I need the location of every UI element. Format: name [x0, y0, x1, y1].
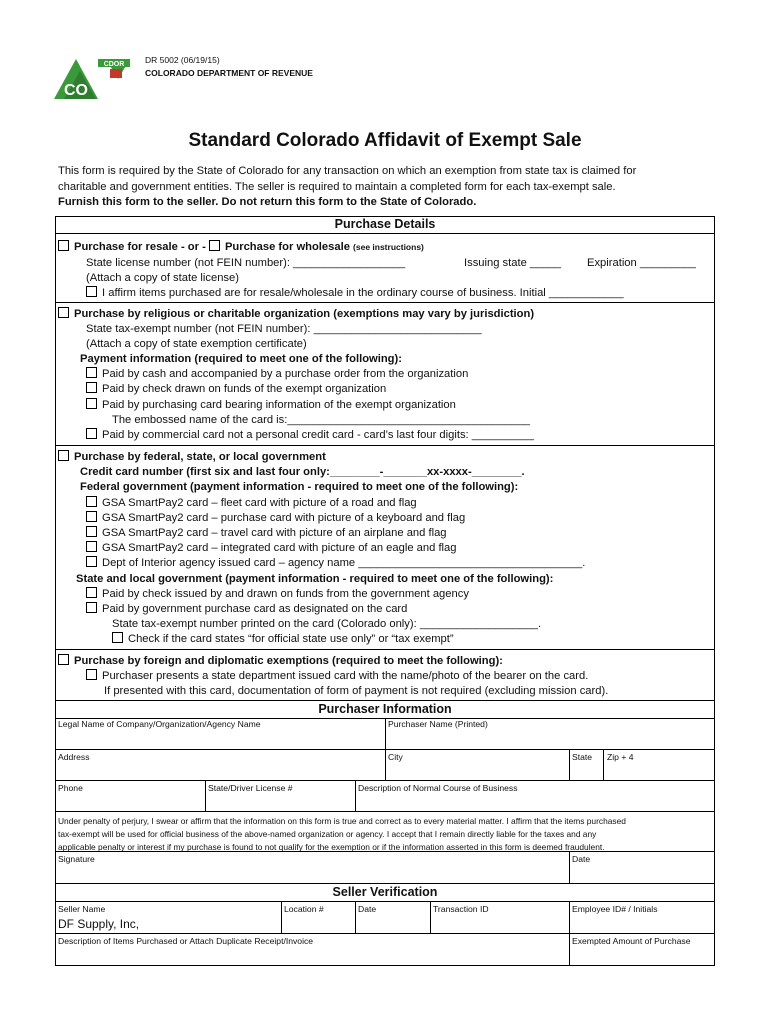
state-local-card-label: Paid by government purchase card as designated on the card [102, 603, 408, 615]
purchase-details-heading: Purchase Details [56, 216, 714, 234]
divider [385, 718, 386, 749]
or-label: - or - [177, 241, 209, 253]
address-label: Address [58, 752, 90, 762]
doi-card-label: Dept of Interior agency issued card – agency name ____________________________________. [102, 557, 586, 569]
exempted-amount-label: Exempted Amount of Purchase [572, 936, 691, 946]
penalty-line-1: Under penalty of perjury, I swear or affirm that the information on this form is true and correct as to every material matter. I affirm that the items purchased [58, 816, 626, 826]
government-label: Purchase by federal, state, or local government [74, 451, 326, 463]
divider [281, 901, 282, 933]
religious-opt1-label: Paid by cash and accompanied by a purchase order from the organization [102, 368, 469, 380]
state-local-check-label: Paid by check issued by and drawn on funds from the government agency [102, 588, 469, 600]
issuing-state-field[interactable]: Issuing state _____ [464, 257, 562, 269]
instructions-note: (see instructions) [353, 242, 424, 252]
foreign-opt-label: Purchaser presents a state department issued card with the name/photo of the bearer on the card. [102, 670, 589, 682]
divider [56, 302, 714, 303]
state-local-card [86, 602, 407, 616]
divider [56, 445, 714, 446]
printed-name-label: Purchaser Name (Printed) [388, 719, 488, 729]
religious-opt3-label: Paid by purchasing card bearing information of the exempt organization [102, 399, 456, 411]
foreign-line [58, 654, 503, 668]
date-label: Date [572, 854, 591, 864]
description-label: Description of Normal Course of Business [358, 783, 518, 793]
signature-label: Signature [58, 854, 95, 864]
official-use-checkbox[interactable] [112, 632, 123, 643]
foreign-opt [86, 669, 588, 683]
penalty-line-2: tax-exempt will be used for official business of the above-named organization or agency. I accept that I remain directly liable for the taxes and any [58, 829, 597, 840]
gsa-travel [86, 526, 447, 540]
gsa-purchase [86, 511, 465, 525]
federal-label: Federal government (payment information - required to meet one of the following): [80, 481, 519, 493]
agency-name: COLORADO DEPARTMENT OF REVENUE [145, 68, 313, 78]
foreign-opt-checkbox[interactable] [86, 669, 97, 680]
gsa-fleet [86, 496, 417, 510]
religious-opt1-checkbox[interactable] [86, 367, 97, 378]
seller-heading: Seller Verification [56, 883, 714, 902]
intro-text [58, 164, 718, 211]
state-local-check [86, 587, 469, 601]
affirm-line [86, 286, 624, 300]
employee-label: Employee ID# / Initials [572, 904, 658, 914]
religious-opt2 [86, 382, 386, 396]
foreign-label: Purchase by foreign and diplomatic exemptions (required to meet the following): [74, 655, 503, 667]
religious-payment-label: Payment information (required to meet one of the following): [80, 353, 402, 365]
divider [385, 749, 386, 780]
foreign-note: If presented with this card, documentation of form of payment is not required (excluding mission card). [104, 685, 609, 697]
logo-text: CDOR [103, 61, 125, 68]
wholesale-label: Purchase for wholesale [224, 241, 350, 253]
logo-state: CO [64, 82, 88, 99]
seller-name-value[interactable]: DF Supply, Inc, [58, 917, 140, 931]
gsa-integrated-label: GSA SmartPay2 card – integrated card with picture of an eagle and flag [102, 542, 457, 554]
religious-opt4-label: Paid by commercial card not a personal credit card - card’s last four digits: __________ [102, 429, 534, 441]
intro-line-2: charitable and government entities. The seller is required to maintain a completed form for each tax-exempt sale. [58, 180, 616, 193]
official-use [112, 632, 454, 646]
religious-opt1 [86, 367, 468, 381]
doi-card-checkbox[interactable] [86, 556, 97, 567]
divider [56, 811, 714, 812]
resale-label: Purchase for resale [74, 241, 178, 253]
religious-checkbox[interactable] [58, 307, 69, 318]
religious-opt4 [86, 428, 534, 442]
religious-label: Purchase by religious or charitable organization (exemptions may vary by jurisdiction) [74, 308, 535, 320]
legal-name-label: Legal Name of Company/Organization/Agency Name [58, 719, 261, 729]
gsa-fleet-checkbox[interactable] [86, 496, 97, 507]
gsa-fleet-label: GSA SmartPay2 card – fleet card with picture of a road and flag [102, 497, 417, 509]
state-local-card-checkbox[interactable] [86, 602, 97, 613]
divider [56, 780, 714, 781]
gsa-purchase-label: GSA SmartPay2 card – purchase card with picture of a keyboard and flag [102, 512, 466, 524]
seller-date-label: Date [358, 904, 377, 914]
divider [56, 649, 714, 650]
religious-opt4-checkbox[interactable] [86, 428, 97, 439]
card-taxnum-field[interactable]: State tax-exempt number printed on the card (Colorado only): ___________________. [112, 618, 542, 630]
gsa-integrated [86, 541, 456, 555]
resale-checkbox[interactable] [58, 240, 69, 251]
intro-line-3: Furnish this form to the seller. Do not return this form to the State of Colorado. [58, 196, 477, 208]
expiration-field[interactable]: Expiration _________ [587, 257, 696, 269]
attach-license-note: (Attach a copy of state license) [86, 272, 239, 284]
official-use-label: Check if the card states “for official state use only” or “tax exempt” [128, 633, 454, 645]
state-license-field[interactable]: State license number (not FEIN number): __________________ [86, 257, 406, 269]
penalty-statement [58, 815, 714, 855]
government-line [58, 450, 326, 464]
affirm-label: I affirm items purchased are for resale/wholesale in the ordinary course of business. Initial ____________ [102, 287, 624, 299]
divider [205, 780, 206, 811]
city-label: City [388, 752, 403, 762]
cdor-logo [54, 55, 130, 99]
divider [355, 780, 356, 811]
wholesale-checkbox[interactable] [209, 240, 220, 251]
zip-label: Zip + 4 [607, 752, 634, 762]
embossed-name-field[interactable]: The embossed name of the card is:_______________________________________ [112, 414, 531, 426]
page-title: Standard Colorado Affidavit of Exempt Sale [188, 130, 582, 151]
affirm-checkbox[interactable] [86, 286, 97, 297]
religious-opt3-checkbox[interactable] [86, 398, 97, 409]
seller-name-label: Seller Name [58, 904, 106, 914]
purchaser-heading: Purchaser Information [56, 700, 714, 719]
phone-label: Phone [58, 783, 83, 793]
foreign-checkbox[interactable] [58, 654, 69, 665]
religious-attach-note: (Attach a copy of state exemption certificate) [86, 338, 307, 350]
location-label: Location # [284, 904, 324, 914]
divider [569, 749, 570, 780]
divider [603, 749, 604, 780]
divider [56, 851, 714, 852]
credit-card-field[interactable]: Credit card number (first six and last four only:________-_______xx-xxxx-________. [80, 466, 525, 478]
gsa-integrated-checkbox[interactable] [86, 541, 97, 552]
divider [355, 901, 356, 933]
gsa-purchase-checkbox[interactable] [86, 511, 97, 522]
state-local-check-checkbox[interactable] [86, 587, 97, 598]
doi-card [86, 556, 585, 570]
state-label: State [572, 752, 593, 762]
gsa-travel-checkbox[interactable] [86, 526, 97, 537]
religious-opt3 [86, 398, 456, 412]
divider [569, 851, 570, 883]
items-label: Description of Items Purchased or Attach Duplicate Receipt/Invoice [58, 936, 314, 946]
gsa-travel-label: GSA SmartPay2 card – travel card with picture of an airplane and flag [102, 527, 447, 539]
religious-opt2-checkbox[interactable] [86, 382, 97, 393]
government-checkbox[interactable] [58, 450, 69, 461]
penalty-line-3: applicable penalty or interest if my purchase is found to not qualify for the exemption or if the information asserted in this form is deemed fraudulent. [58, 842, 605, 853]
form-number: DR 5002 (06/19/15) [145, 55, 220, 65]
religious-line [58, 307, 534, 321]
license-label: State/Driver License # [208, 783, 293, 793]
religious-taxnum-field[interactable]: State tax-exempt number (not FEIN number): ___________________________ [86, 323, 482, 335]
state-local-label: State and local government (payment information - required to meet one of the following): [76, 573, 554, 585]
divider [56, 933, 714, 934]
intro-line-1: This form is required by the State of Colorado for any transaction on which an exemption from state tax is claimed for [58, 165, 637, 177]
transaction-label: Transaction ID [433, 904, 489, 914]
resale-line [58, 240, 424, 254]
religious-opt2-label: Paid by check drawn on funds of the exempt organization [102, 383, 387, 395]
divider [430, 901, 431, 933]
